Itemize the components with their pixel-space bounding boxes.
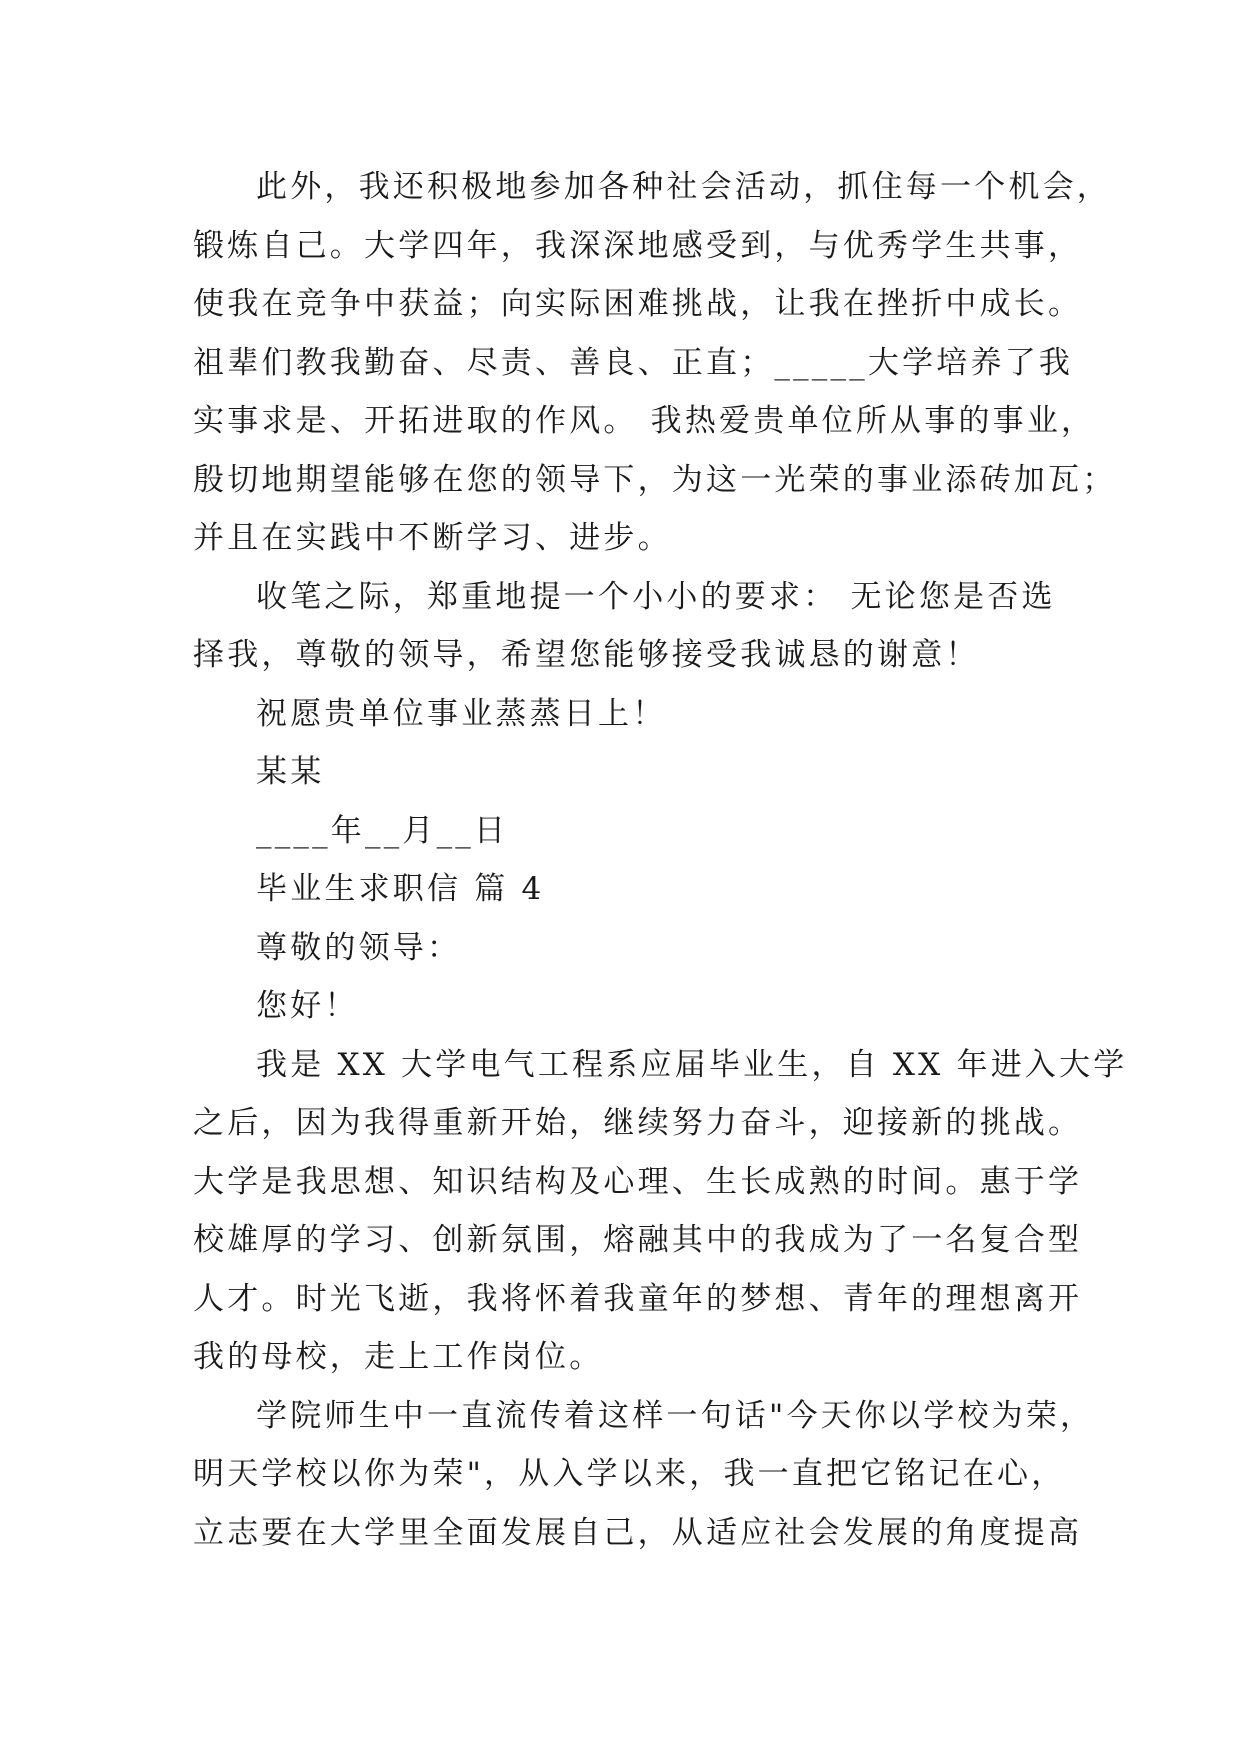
greeting: 您好！ [256,988,359,1024]
paragraph-line: 使我在竞争中获益；向实际困难挑战，让我在挫折中成长。 [193,286,1083,322]
paragraph-line: 我的母校，走上工作岗位。 [193,1339,604,1375]
paragraph-line: 立志要在大学里全面发展自己，从适应社会发展的角度提高 [193,1514,1083,1551]
paragraph-line: 人才。时光飞逝，我将怀着我童年的梦想、青年的理想离开 [193,1280,1083,1317]
paragraph-line: 校雄厚的学习、创新氛围，熔融其中的我成为了一名复合型 [193,1222,1083,1258]
paragraph-line: 并且在实践中不断学习、进步。 [193,520,672,556]
paragraph-line: 祖辈们教我勤奋、尽责、善良、正直；_____大学培养了我 [193,344,1074,381]
paragraph-line: 明天学校以你为荣"，从入学以来，我一直把它铭记在心， [193,1456,1066,1492]
paragraph-line: 殷切地期望能够在您的领导下，为这一光荣的事业添砖加瓦； [193,461,1117,498]
paragraph-line: 学院师生中一直流传着这样一句话"今天你以学校为荣， [256,1397,1095,1434]
closing-wish: 祝愿贵单位事业蒸蒸日上！ [256,695,667,732]
paragraph-line: 收笔之际，郑重地提一个小小的要求： 无论您是否选 [256,578,1056,615]
section-heading: 毕业生求职信 篇 4 [256,871,545,907]
paragraph-line: 实事求是、开拓进取的作风。 我热爱贵单位所从事的事业， [193,403,1096,439]
signature-name: 某某 [256,754,325,790]
document-body [193,158,1128,1562]
paragraph-line: 择我，尊敬的领导，希望您能够接受我诚恳的谢意！ [193,637,980,673]
paragraph-line: 此外，我还积极地参加各种社会活动，抓住每一个机会， [256,169,1111,205]
signature-date: ____年__月__日 [256,812,509,849]
paragraph-line: 大学是我思想、知识结构及心理、生长成熟的时间。惠于学 [193,1163,1083,1200]
paragraph-line: 锻炼自己。大学四年，我深深地感受到，与优秀学生共事， [193,227,1083,264]
salutation: 尊敬的领导： [256,929,462,966]
paragraph-line: 我是 XX 大学电气工程系应届毕业生，自 XX 年进入大学 [256,1046,1128,1083]
paragraph-line: 之后，因为我得重新开始，继续努力奋斗，迎接新的挑战。 [193,1105,1083,1141]
